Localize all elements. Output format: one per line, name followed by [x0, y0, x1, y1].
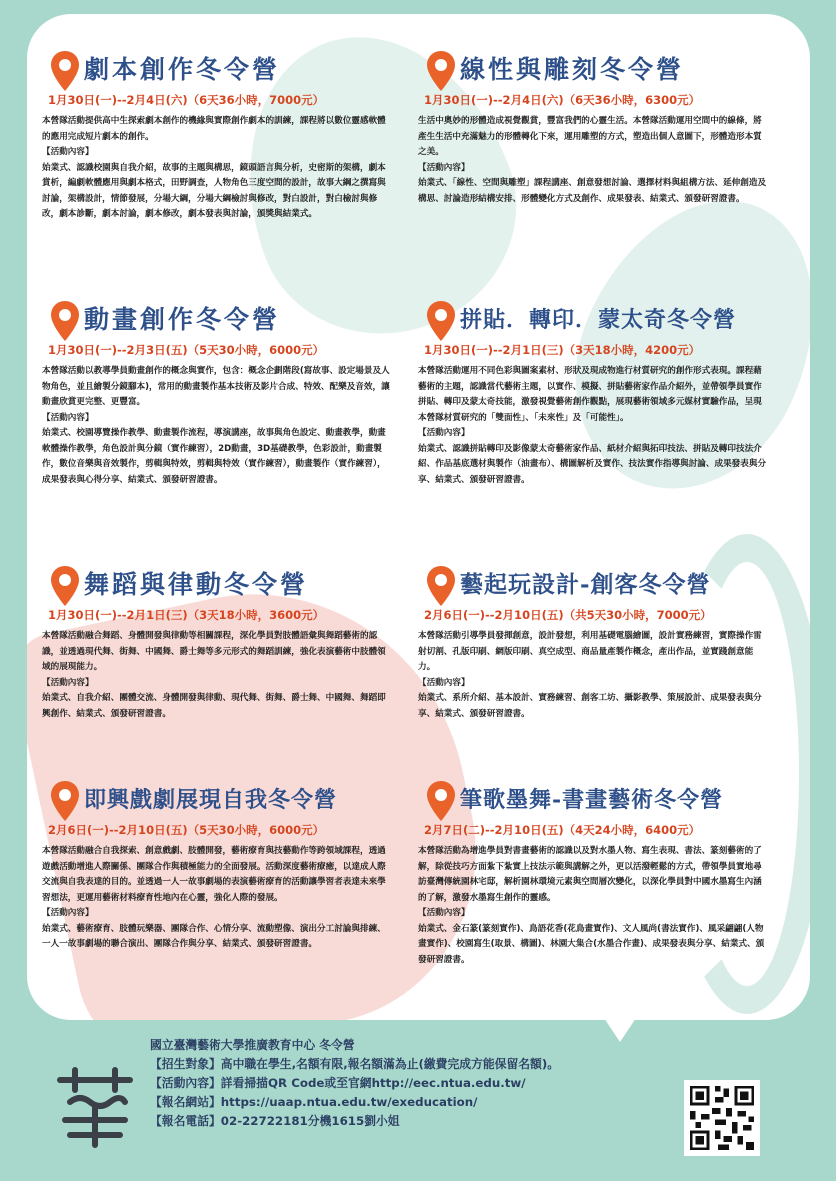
- activity-label: 【活動內容】: [42, 147, 94, 157]
- camp-header: [418, 565, 768, 605]
- camp-title: 拼貼．轉印．蒙太奇冬令營: [460, 307, 737, 333]
- camp-date: 1月30日(一)--2月4日(六)（6天36小時，6300元）: [424, 93, 701, 107]
- camp-title: 即興戲劇展現自我冬令營: [84, 787, 338, 813]
- qr-code-icon[interactable]: [684, 1080, 760, 1156]
- camp-animation: [42, 300, 392, 488]
- footer-info: [150, 1036, 650, 1131]
- activity-content: 始業式、「線性、空間與雕塑」課程講座、創意發想討論、選擇材料與組構方法、延伸創造及構思、討論造形結構安排、形體變化方式及創作、成果發表、結業式、頒發研習證書。: [418, 178, 767, 204]
- camp-line-sculpture: [418, 50, 768, 207]
- camp-description: 本營隊活動為增進學員對書畫藝術的認識以及對水墨人物、寫生表現、書法、篆刻藝術的了解，除從技巧方面紮下紮實上技法示範與講解之外，更以活潑輕鬆的方式，帶領學員實地尋訪臺灣傳統園林宅邸，解析園林環境元素與空間層次變化，以深化學員對中國水墨寫生內涵的了解，激發水墨寫生創作的靈感。: [418, 846, 762, 903]
- location-pin-icon: [426, 780, 456, 822]
- activity-content: 始業式、系所介紹、基本設計、實務練習、創客工坊、攝影教學、策展設計、成果發表與分享、結業式、頒發研習證書。: [418, 693, 762, 719]
- camp-header: [42, 50, 392, 90]
- camp-header: [42, 565, 392, 605]
- camp-date: 2月7日(二)--2月10日(五)（4天24小時，6400元）: [424, 823, 701, 837]
- camp-date: 2月6日(一)--2月10日(五)（共5天30小時，7000元）: [424, 608, 712, 622]
- camp-date: 1月30日(一)--2月4日(六)（6天36小時，7000元）: [48, 93, 325, 107]
- activity-label: 【活動內容】: [42, 908, 94, 918]
- location-pin-icon: [50, 50, 80, 92]
- location-pin-icon: [50, 565, 80, 607]
- footer: [0, 1020, 836, 1181]
- camp-header: [418, 50, 768, 90]
- activity-label: 【活動內容】: [418, 162, 470, 173]
- activity-content: 始業式、自我介紹、團體交流、身體開發與律動、現代舞、街舞、爵士舞、中國舞、舞蹈即興創作、結業式、頒發研習證書。: [42, 693, 386, 719]
- camp-description: 本營隊活動引導學員發揮創意，設計發想，利用基礎電腦繪圖，設計實務練習，實際操作雷射切割、孔版印刷、網版印刷、真空成型、商品量產製作概念，產出作品，並實踐創意能力。: [418, 631, 762, 672]
- footer-enrollment: 【招生對象】高中職在學生,名額有限,報名額滿為止(繳費完成方能保留名額)。: [150, 1057, 560, 1071]
- camp-date: 2月6日(一)--2月10日(五)（5天30小時，6000元）: [48, 823, 325, 837]
- camp-header: [418, 780, 768, 820]
- camp-header: [42, 300, 392, 340]
- activity-label: 【活動內容】: [42, 412, 94, 423]
- camp-title: 藝起玩設計-創客冬令營: [460, 571, 711, 598]
- location-pin-icon: [426, 565, 456, 607]
- camp-description: 生活中奧妙的形體造成視覺觀賞，豐富我們的心靈生活。本營隊活動運用空間中的線條，將產生生活中充滿魅力的形體轉化下來，運用雕塑的方式，塑造出個人意圖下，形體造形本質之美。: [418, 116, 762, 157]
- camp-title: 舞蹈與律動冬令營: [84, 570, 309, 599]
- activity-content: 始業式、認識校園與自我介紹，故事的主題與構思，鏡頭語言與分析，史密斯的架構，劇本賞析，編劇軟體應用與劇本格式，田野調查，人物角色三度空間的設計，故事大綱之撰寫與討論，架構設計，情節發展，分場大綱，分場大綱檢討與修改，對白設計，對白檢討與修改，劇本診斷，劇本討論，劇本修改，劇本發表與討論，頒獎與結業式。: [42, 162, 386, 219]
- ntua-logo-icon: [50, 1060, 140, 1150]
- camp-title: 線性與雕刻冬令營: [460, 55, 685, 84]
- footer-register-link[interactable]: 【報名網站】https://uaap.ntua.edu.tw/exeducation/: [150, 1095, 478, 1109]
- camp-calligraphy-painting: [418, 780, 768, 968]
- camp-title: 筆歌墨舞-書畫藝術冬令營: [460, 787, 724, 813]
- activity-content: 始業式、認識拼貼轉印及影像蒙太奇藝術家作品、紙材介紹與拓印技法、拼貼及轉印技法介紹、作品基底選材與製作（油畫布）、構圖解析及實作、技法實作指導與討論、成果發表與分享、結業式、頒發研習證書。: [418, 443, 767, 485]
- camp-date: 1月30日(一)--2月1日(三)（3天18小時，3600元）: [48, 608, 325, 622]
- camp-description: 本營隊活動融合舞蹈、身體開發與律動等相關課程，深化學員對肢體語彙與舞蹈藝術的認識，並透過現代舞、街舞、中國舞、爵士舞等多元形式的舞蹈訓練，強化表演藝術中肢體領域的展現能力。: [42, 631, 386, 672]
- location-pin-icon: [50, 780, 80, 822]
- activity-label: 【活動內容】: [418, 908, 470, 918]
- footer-org: 國立臺灣藝術大學推廣教育中心 冬令營: [150, 1038, 355, 1052]
- activity-content: 始業式、金石篆(篆刻實作)、鳥語花香(花鳥畫實作)、文人風尚(書法實作)、風采翩翩(人物畫實作)、校園寫生(取景、構圖)、林園大集合(水墨合作畫)、成果發表與分享、結業式、頒發研習證書。: [418, 923, 765, 965]
- location-pin-icon: [426, 50, 456, 92]
- activity-label: 【活動內容】: [418, 428, 470, 438]
- camp-date: 1月30日(一)--2月1日(三)（3天18小時，4200元）: [424, 343, 701, 357]
- camp-title: 劇本創作冬令營: [84, 55, 281, 84]
- activity-label: 【活動內容】: [42, 677, 94, 688]
- camp-description: 本營隊活動提供高中生探索劇本創作的機緣與實際創作劇本的訓練，課程將以數位靈感軟體的應用完成短片劇本的創作。: [42, 116, 386, 142]
- camp-description: 本營隊活動以教導學員動畫創作的概念與實作，包含：概念企劃階段(寫故事、設定場景及人物角色，並且繪製分鏡腳本)，常用的動畫製作基本技術及影片合成、特效、配樂及音效，讓動畫欣賞更完整、更豐富。: [42, 366, 390, 407]
- camp-improv-drama: [42, 780, 392, 953]
- activity-content: 始業式、校園導覽操作教學、動畫製作流程，導演講座，故事與角色設定、動畫教學，動畫軟體操作教學，角色設計與分鏡（實作練習），2D動畫，3D基礎教學，色彩設計，動畫製作，數位音樂與音效製作，剪輯與特效，剪輯與特效（實作練習），動畫製作（實作練習），成果發表與心得分享、結業式、頒發研習證書。: [42, 428, 386, 485]
- camp-title: 動畫創作冬令營: [84, 305, 281, 334]
- location-pin-icon: [50, 300, 80, 342]
- camp-header: [418, 300, 768, 340]
- camp-header: [42, 780, 392, 820]
- camp-screenwriting: [42, 50, 392, 223]
- activity-label: 【活動內容】: [418, 677, 470, 688]
- camp-collage: [418, 300, 768, 488]
- location-pin-icon: [426, 300, 456, 342]
- camp-date: 1月30日(一)--2月3日(五)（5天30小時，6000元）: [48, 343, 325, 357]
- camp-maker-design: [418, 565, 768, 722]
- camp-description: 本營隊活動融合自我探索、創意戲劇、肢體開發，藝術療育與技藝動作等跨領域課程，透過遊戲活動增進人際關係、團隊合作與積極能力的全面發展。活動深度藝術療癒，以達成人際交流與自我表達的目的。並透過一人一故事劇場的表演藝術療育的活動讓學習者表達未來學習想法，更運用藝術材料療育性地內在心靈，強化人際的發展。: [42, 846, 386, 903]
- camp-dance: [42, 565, 392, 722]
- footer-phone: 【報名電話】02-22722181分機1615劉小姐: [150, 1114, 400, 1128]
- footer-content-link[interactable]: 【活動內容】詳看掃描QR Code或至官網http://eec.ntua.edu.tw/: [150, 1076, 526, 1090]
- camp-description: 本營隊活動運用不同色彩與圖案素材、形狀及現成物進行材質研究的創作形式表現。課程藉藝術的主題，認識當代藝術主題，以實作、模擬、拼貼藝術家作品介紹外，並帶領學員實作拼貼、轉印及蒙太奇技能，激發視覺藝術創作觀點，展現藝術領域多元媒材實驗作品，呈現本營隊材質研究的「雙面性」、「未來性」及「可能性」。: [418, 366, 762, 423]
- activity-content: 始業式、藝術療育、肢體玩樂器、團隊合作、心情分享、流動塑像、演出分工討論與排練、一人一故事劇場的聯合演出、團隊合作與分享、結業式、頒發研習證書。: [42, 923, 386, 949]
